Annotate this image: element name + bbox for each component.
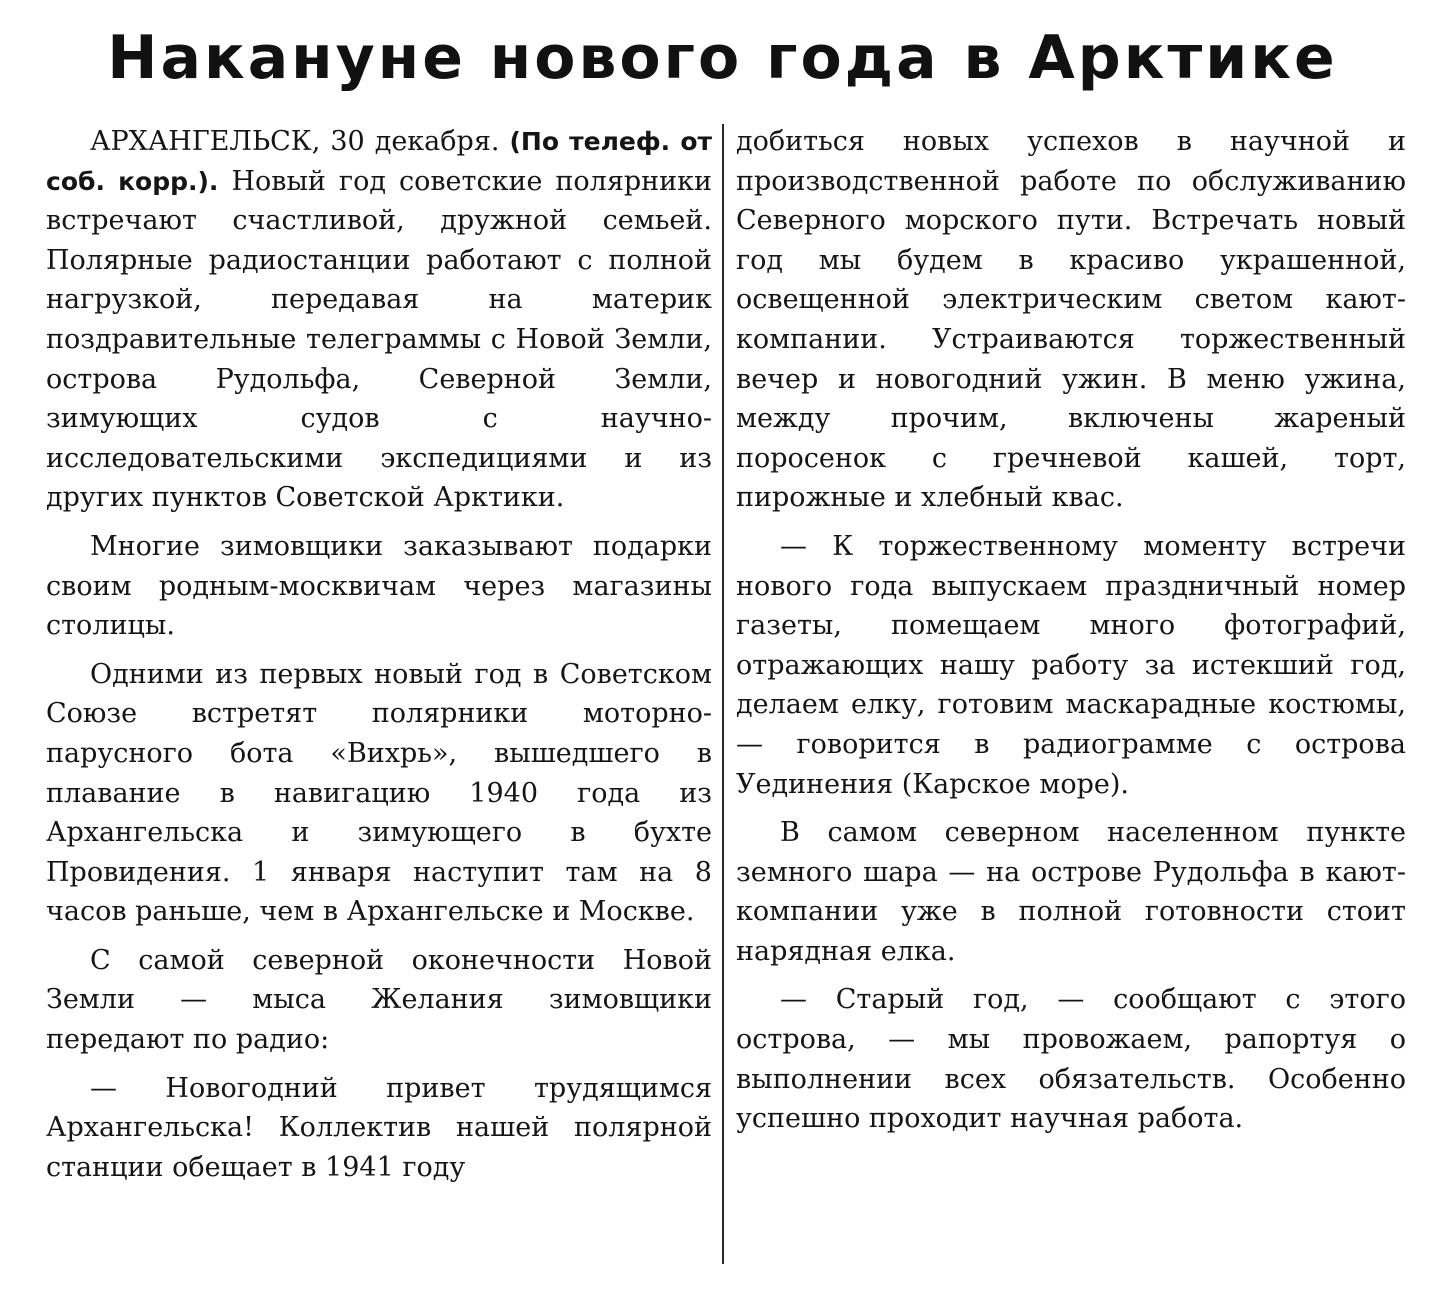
paragraph-8: В самом северном населенном пункте земного шара — на острове Рудольфа в кают-компании уже в полной готовности стоит нарядная елка. — [736, 817, 1406, 967]
paragraph-1-text: Новый год советские полярники встречают счастливой, дружной семьей. Полярные радиостанции работают с полной нагрузкой, передавая на материк поздравительные телеграммы с Новой Земли, острова Рудольфа, Северной Земли, зимующих судов с научно-исследовательскими экспедициями и из других пунктов Советской Арктики. — [46, 165, 713, 514]
right-column — [736, 122, 1406, 1139]
paragraph-9: — Старый год, — сообщают с этого острова, — мы провожаем, рапортуя о выполнении всех обязательств. Особенно успешно проходит научная работа. — [736, 984, 1406, 1135]
correspondent-credit: (По телеф. от соб. корр.). — [46, 127, 712, 196]
paragraph-3: Одними из первых новый год в Советском Союзе встретят полярники моторно-парусного бота «Вихрь», вышедшего в плавание в навигацию 1940 года из Архангельска и зимующего в бухте Провидения. 1 января наступит там на 8 часов раньше, чем в Архангельске и Москве. — [46, 658, 712, 928]
column-divider — [722, 124, 724, 1264]
dateline: АРХАНГЕЛЬСК, 30 декабря. — [90, 126, 500, 157]
paragraph-5: — Новогодний привет трудящимся Архангельска! Коллектив нашей полярной станции обещает в 1941 году — [46, 1072, 712, 1183]
article-headline: Накануне нового года в Арктике — [107, 23, 1338, 93]
paragraph-6: добиться новых успехов в научной и производственной работе по обслуживанию Северного морского пути. Встречать новый год мы будем в красиво украшенной, освещенной электрическим светом кают-компании. Устраиваются торжественный вечер и новогодний ужин. В меню ужина, между прочим, включены жареный поросенок с гречневой кашей, торт, пирожные и хлебный квас. — [736, 126, 1406, 514]
left-column — [46, 122, 712, 1187]
paragraph-7: — К торжественному моменту встречи нового года выпускаем праздничный номер газеты, помещаем много фотографий, отражающих нашу работу за истекший год, делаем елку, готовим маскарадные костюмы, — говорится в радиограмме с острова Уединения (Карское море). — [736, 530, 1406, 800]
paragraph-2: Многие зимовщики заказывают подарки своим родным-москвичам через магазины столицы. — [46, 530, 712, 642]
paragraph-4: С самой северной оконечности Новой Земли — мыса Желания зимовщики передают по радио: — [46, 944, 712, 1056]
paragraph-1 — [46, 122, 712, 518]
